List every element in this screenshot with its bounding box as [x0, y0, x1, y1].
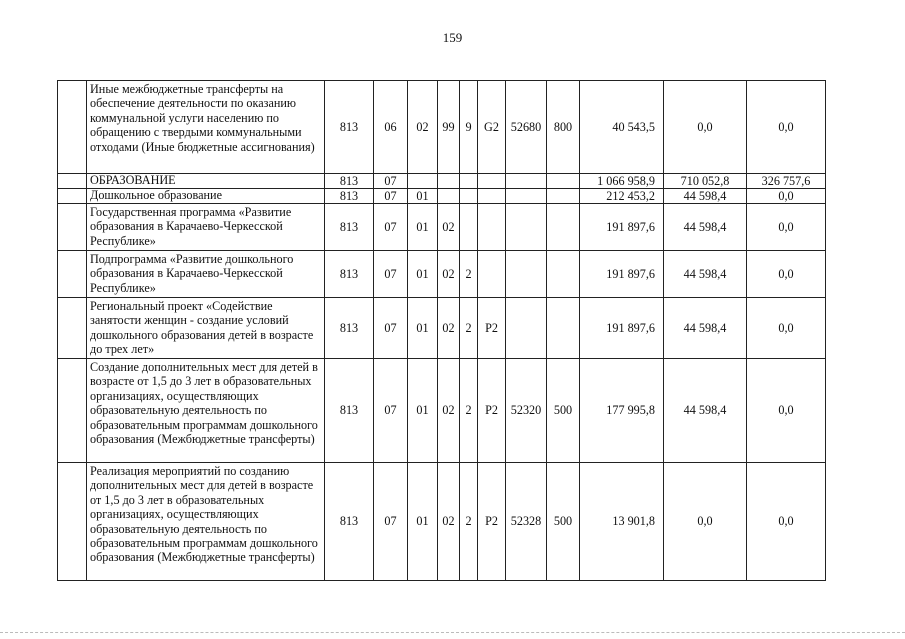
- cell-grbs: 813: [325, 204, 374, 251]
- cell-csr-4: 52320: [506, 359, 547, 463]
- cell-grbs: 813: [325, 189, 374, 204]
- table-row: [58, 174, 826, 189]
- cell-csr-4: 52680: [506, 81, 547, 174]
- row-name: Реализация мероприятий по созданию дополнительных мест для детей в возрасте от 1,5 до 3 лет в образовательных организациях, осуществляющих образовательную деятельность по образовательным программам дошкольного образования (Межбюджетные трансферты): [87, 463, 325, 581]
- cell-csr-3: P2: [478, 298, 506, 359]
- row-name: Региональный проект «Содействие занятости женщин - создание условий дошкольного образования детей в возрасте до трех лет»: [87, 298, 325, 359]
- cell-pr: 01: [408, 204, 438, 251]
- cell-pr: [408, 174, 438, 189]
- cell-csr-2: 2: [460, 251, 478, 298]
- cell-vr: 500: [547, 463, 580, 581]
- cell-csr-2: 2: [460, 298, 478, 359]
- cell-amount-year-1: 40 543,5: [580, 81, 664, 174]
- cell-csr-3: [478, 251, 506, 298]
- cell-csr-1: 02: [438, 298, 460, 359]
- cell-csr-1: 02: [438, 359, 460, 463]
- row-marker-cell: [58, 359, 87, 463]
- cell-amount-year-1: 13 901,8: [580, 463, 664, 581]
- cell-pr: 02: [408, 81, 438, 174]
- row-marker-cell: [58, 463, 87, 581]
- cell-grbs: 813: [325, 463, 374, 581]
- cell-amount-year-2: 44 598,4: [664, 251, 747, 298]
- table-row: [58, 359, 826, 463]
- cell-amount-year-2: 44 598,4: [664, 189, 747, 204]
- cell-csr-1: 02: [438, 204, 460, 251]
- page-number: 159: [442, 30, 463, 45]
- cell-pr: 01: [408, 463, 438, 581]
- cell-csr-2: 2: [460, 359, 478, 463]
- cell-csr-1: [438, 189, 460, 204]
- row-name: Государственная программа «Развитие образования в Карачаево-Черкесской Республике»: [87, 204, 325, 251]
- cell-amount-year-2: 0,0: [664, 463, 747, 581]
- row-marker-cell: [58, 189, 87, 204]
- page-bottom-rule: [0, 632, 905, 633]
- row-marker-cell: [58, 251, 87, 298]
- cell-amount-year-3: 0,0: [747, 463, 826, 581]
- cell-amount-year-3: 0,0: [747, 298, 826, 359]
- table-row: [58, 189, 826, 204]
- cell-csr-2: [460, 204, 478, 251]
- cell-amount-year-1: 191 897,6: [580, 204, 664, 251]
- cell-csr-3: G2: [478, 81, 506, 174]
- row-marker-cell: [58, 204, 87, 251]
- cell-vr: [547, 189, 580, 204]
- row-name: Дошкольное образование: [87, 189, 325, 204]
- row-name: Иные межбюджетные трансферты на обеспечение деятельности по оказанию коммунальной услуги населению по обращению с твердыми коммунальными отходами (Иные бюджетные ассигнования): [87, 81, 325, 174]
- cell-rz: 06: [374, 81, 408, 174]
- table-row: [58, 251, 826, 298]
- cell-amount-year-2: 44 598,4: [664, 298, 747, 359]
- cell-csr-3: [478, 204, 506, 251]
- cell-csr-4: [506, 174, 547, 189]
- cell-csr-2: 2: [460, 463, 478, 581]
- row-marker-cell: [58, 174, 87, 189]
- cell-amount-year-2: 710 052,8: [664, 174, 747, 189]
- cell-csr-2: [460, 174, 478, 189]
- cell-csr-3: P2: [478, 359, 506, 463]
- cell-rz: 07: [374, 251, 408, 298]
- cell-grbs: 813: [325, 251, 374, 298]
- cell-csr-4: [506, 298, 547, 359]
- cell-vr: [547, 204, 580, 251]
- cell-amount-year-1: 191 897,6: [580, 251, 664, 298]
- row-name: Создание дополнительных мест для детей в возрасте от 1,5 до 3 лет в образовательных организациях, осуществляющих образовательную деятельность по образовательным программам дошкольного образования (Межбюджетные трансферты): [87, 359, 325, 463]
- cell-amount-year-3: 0,0: [747, 204, 826, 251]
- cell-vr: [547, 174, 580, 189]
- budget-table: [57, 80, 826, 581]
- cell-rz: 07: [374, 204, 408, 251]
- cell-amount-year-3: 326 757,6: [747, 174, 826, 189]
- cell-grbs: 813: [325, 298, 374, 359]
- cell-grbs: 813: [325, 81, 374, 174]
- table-row: [58, 463, 826, 581]
- cell-amount-year-3: 0,0: [747, 359, 826, 463]
- cell-csr-3: [478, 189, 506, 204]
- cell-amount-year-2: 44 598,4: [664, 204, 747, 251]
- cell-rz: 07: [374, 359, 408, 463]
- cell-amount-year-1: 191 897,6: [580, 298, 664, 359]
- cell-csr-3: P2: [478, 463, 506, 581]
- cell-pr: 01: [408, 359, 438, 463]
- cell-rz: 07: [374, 189, 408, 204]
- cell-csr-4: [506, 251, 547, 298]
- row-marker-cell: [58, 81, 87, 174]
- cell-rz: 07: [374, 174, 408, 189]
- cell-csr-2: [460, 189, 478, 204]
- cell-grbs: 813: [325, 174, 374, 189]
- cell-csr-1: 02: [438, 463, 460, 581]
- cell-amount-year-2: 0,0: [664, 81, 747, 174]
- cell-vr: 800: [547, 81, 580, 174]
- cell-amount-year-1: 1 066 958,9: [580, 174, 664, 189]
- cell-pr: 01: [408, 251, 438, 298]
- cell-vr: [547, 251, 580, 298]
- cell-csr-4: [506, 204, 547, 251]
- cell-pr: 01: [408, 189, 438, 204]
- cell-rz: 07: [374, 298, 408, 359]
- cell-rz: 07: [374, 463, 408, 581]
- cell-amount-year-2: 44 598,4: [664, 359, 747, 463]
- cell-amount-year-3: 0,0: [747, 189, 826, 204]
- cell-pr: 01: [408, 298, 438, 359]
- row-name: ОБРАЗОВАНИЕ: [87, 174, 325, 189]
- cell-csr-1: 02: [438, 251, 460, 298]
- cell-amount-year-3: 0,0: [747, 81, 826, 174]
- cell-csr-4: [506, 189, 547, 204]
- cell-grbs: 813: [325, 359, 374, 463]
- table-row: [58, 204, 826, 251]
- row-marker-cell: [58, 298, 87, 359]
- table-row: [58, 81, 826, 174]
- cell-csr-4: 52328: [506, 463, 547, 581]
- cell-csr-1: 99: [438, 81, 460, 174]
- cell-vr: [547, 298, 580, 359]
- cell-amount-year-1: 177 995,8: [580, 359, 664, 463]
- cell-csr-3: [478, 174, 506, 189]
- cell-csr-2: 9: [460, 81, 478, 174]
- cell-vr: 500: [547, 359, 580, 463]
- row-name: Подпрограмма «Развитие дошкольного образования в Карачаево-Черкесской Республике»: [87, 251, 325, 298]
- cell-amount-year-3: 0,0: [747, 251, 826, 298]
- cell-csr-1: [438, 174, 460, 189]
- cell-amount-year-1: 212 453,2: [580, 189, 664, 204]
- table-row: [58, 298, 826, 359]
